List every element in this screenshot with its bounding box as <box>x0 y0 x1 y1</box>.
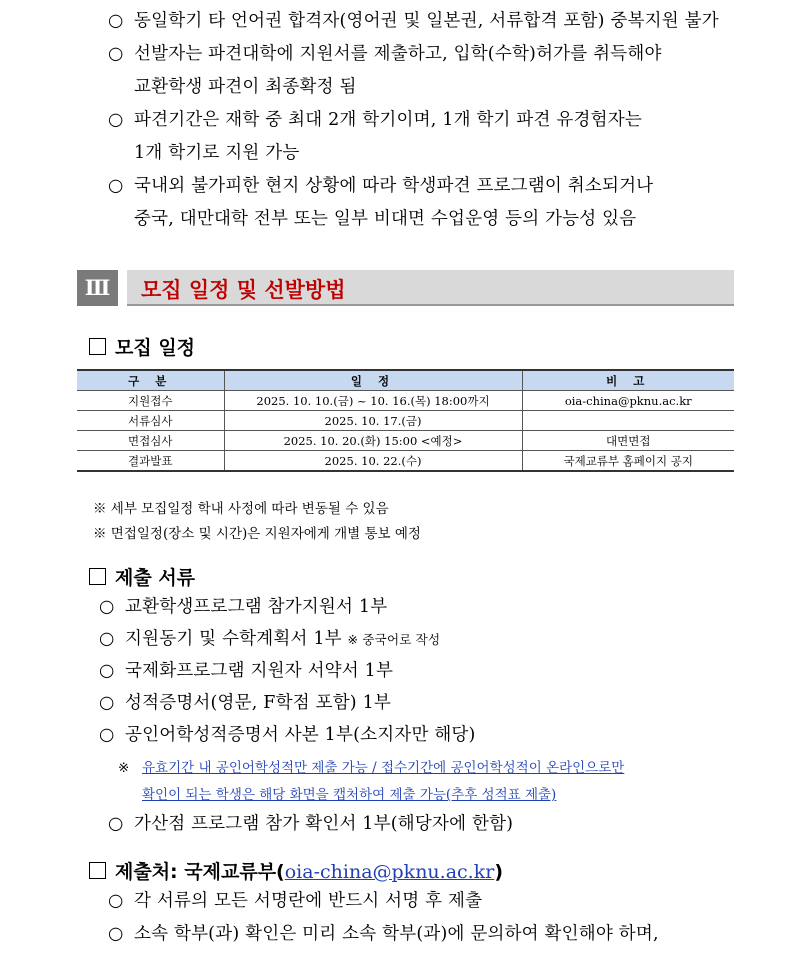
document-item-4: ○ 성적증명서(영문, F학점 포함) 1부 <box>99 693 392 713</box>
table-cell: 면접심사 <box>77 431 224 451</box>
submit-heading: 제출처: 국제교류부(oia-china@pknu.ac.kr) <box>89 857 503 884</box>
section-title-bar <box>127 270 734 306</box>
table-row <box>77 431 734 451</box>
submit-item-2: ○ 소속 학부(과) 확인은 미리 소속 학부(과)에 문의하여 확인해야 하며, <box>108 924 659 944</box>
table-cell: 결과발표 <box>77 451 224 472</box>
schedule-note-1: ※ 세부 모집일정 학내 사정에 따라 변동될 수 있음 <box>93 501 389 517</box>
table-cell: 2025. 10. 20.(화) 15:00 <예정> <box>224 431 522 451</box>
intro-bullet-2-line-1: 선발자는 파견대학에 지원서를 제출하고, 입학(수학)허가를 취득해야 <box>134 44 662 64</box>
table-cell: 대면면접 <box>522 431 734 451</box>
table-row <box>77 451 734 472</box>
language-score-note: ※ 유효기간 내 공인어학성적만 제출 가능 / 접수기간에 공인어학성적이 온라인으로만 <box>118 760 625 776</box>
document-item-3: ○ 국제화프로그램 지원자 서약서 1부 <box>99 661 394 681</box>
schedule-heading: 모집 일정 <box>89 333 195 360</box>
schedule-table <box>77 369 734 472</box>
table-cell: 2025. 10. 17.(금) <box>224 411 522 431</box>
table-row <box>77 391 734 411</box>
intro-bullet-3-line-2: 1개 학기로 지원 가능 <box>134 143 300 163</box>
submit-email-link[interactable]: oia-china@pknu.ac.kr <box>284 861 495 883</box>
submit-item-1: ○ 각 서류의 모든 서명란에 반드시 서명 후 제출 <box>108 891 483 911</box>
table-header-cell: 비 고 <box>522 370 734 391</box>
intro-bullet-2: ○ 선발자는 파견대학에 지원서를 제출하고, 입학(수학)허가를 취득해야 <box>108 44 662 64</box>
document-item-2: ○ 지원동기 및 수학계획서 1부 ※ 중국어로 작성 <box>99 629 441 649</box>
language-score-note-line-2[interactable]: 확인이 되는 학생은 해당 화면을 캡처하여 제출 가능(추후 성적표 제출) <box>142 787 557 803</box>
intro-bullet-3: ○ 파견기간은 재학 중 최대 2개 학기이며, 1개 학기 파견 유경험자는 <box>108 110 642 130</box>
section-header <box>77 270 734 306</box>
table-row <box>77 411 734 431</box>
document-item-6: ○ 가산점 프로그램 참가 확인서 1부(해당자에 한함) <box>108 814 514 834</box>
intro-bullet-2-line-2: 교환학생 파견이 최종확정 됨 <box>134 77 357 97</box>
intro-bullet-3-line-1: 파견기간은 재학 중 최대 2개 학기이며, 1개 학기 파견 유경험자는 <box>134 110 642 130</box>
table-cell: oia-china@pknu.ac.kr <box>522 391 734 411</box>
table-header-cell: 일 정 <box>224 370 522 391</box>
section-number: Ⅲ <box>77 270 118 306</box>
section-title: 모집 일정 및 선발방법 <box>141 278 346 302</box>
table-header-row <box>77 370 734 391</box>
intro-bullet-1: ○ 동일학기 타 언어권 합격자(영어권 및 일본권, 서류합격 포함) 중복지원 불가 <box>108 11 719 31</box>
intro-bullet-4-line-1: 국내외 불가피한 현지 상황에 따라 학생파견 프로그램이 취소되거나 <box>134 176 654 196</box>
document-item-5: ○ 공인어학성적증명서 사본 1부(소지자만 해당) <box>99 725 476 745</box>
checkbox-square-icon <box>89 862 106 879</box>
document-item-1: ○ 교환학생프로그램 참가지원서 1부 <box>99 597 388 617</box>
table-cell <box>522 411 734 431</box>
intro-bullet-4-line-2: 중국, 대만대학 전부 또는 일부 비대면 수업운영 등의 가능성 있음 <box>134 209 637 229</box>
table-header-cell: 구 분 <box>77 370 224 391</box>
table-cell: 지원접수 <box>77 391 224 411</box>
checkbox-square-icon <box>89 338 106 355</box>
schedule-note-2: ※ 면접일정(장소 및 시간)은 지원자에게 개별 통보 예정 <box>93 526 421 542</box>
intro-bullet-4: ○ 국내외 불가피한 현지 상황에 따라 학생파견 프로그램이 취소되거나 <box>108 176 654 196</box>
documents-heading: 제출 서류 <box>89 563 195 590</box>
table-cell: 국제교류부 홈페이지 공지 <box>522 451 734 472</box>
table-cell: 2025. 10. 22.(수) <box>224 451 522 472</box>
table-cell: 2025. 10. 10.(금) ~ 10. 16.(목) 18:00까지 <box>224 391 522 411</box>
language-score-note-line-1[interactable]: 유효기간 내 공인어학성적만 제출 가능 / 접수기간에 공인어학성적이 온라인으로만 <box>142 760 625 776</box>
intro-bullet-1-text: 동일학기 타 언어권 합격자(영어권 및 일본권, 서류합격 포함) 중복지원 불가 <box>134 11 719 31</box>
document-item-2-note: ※ 중국어로 작성 <box>347 632 441 647</box>
checkbox-square-icon <box>89 568 106 585</box>
table-cell: 서류심사 <box>77 411 224 431</box>
